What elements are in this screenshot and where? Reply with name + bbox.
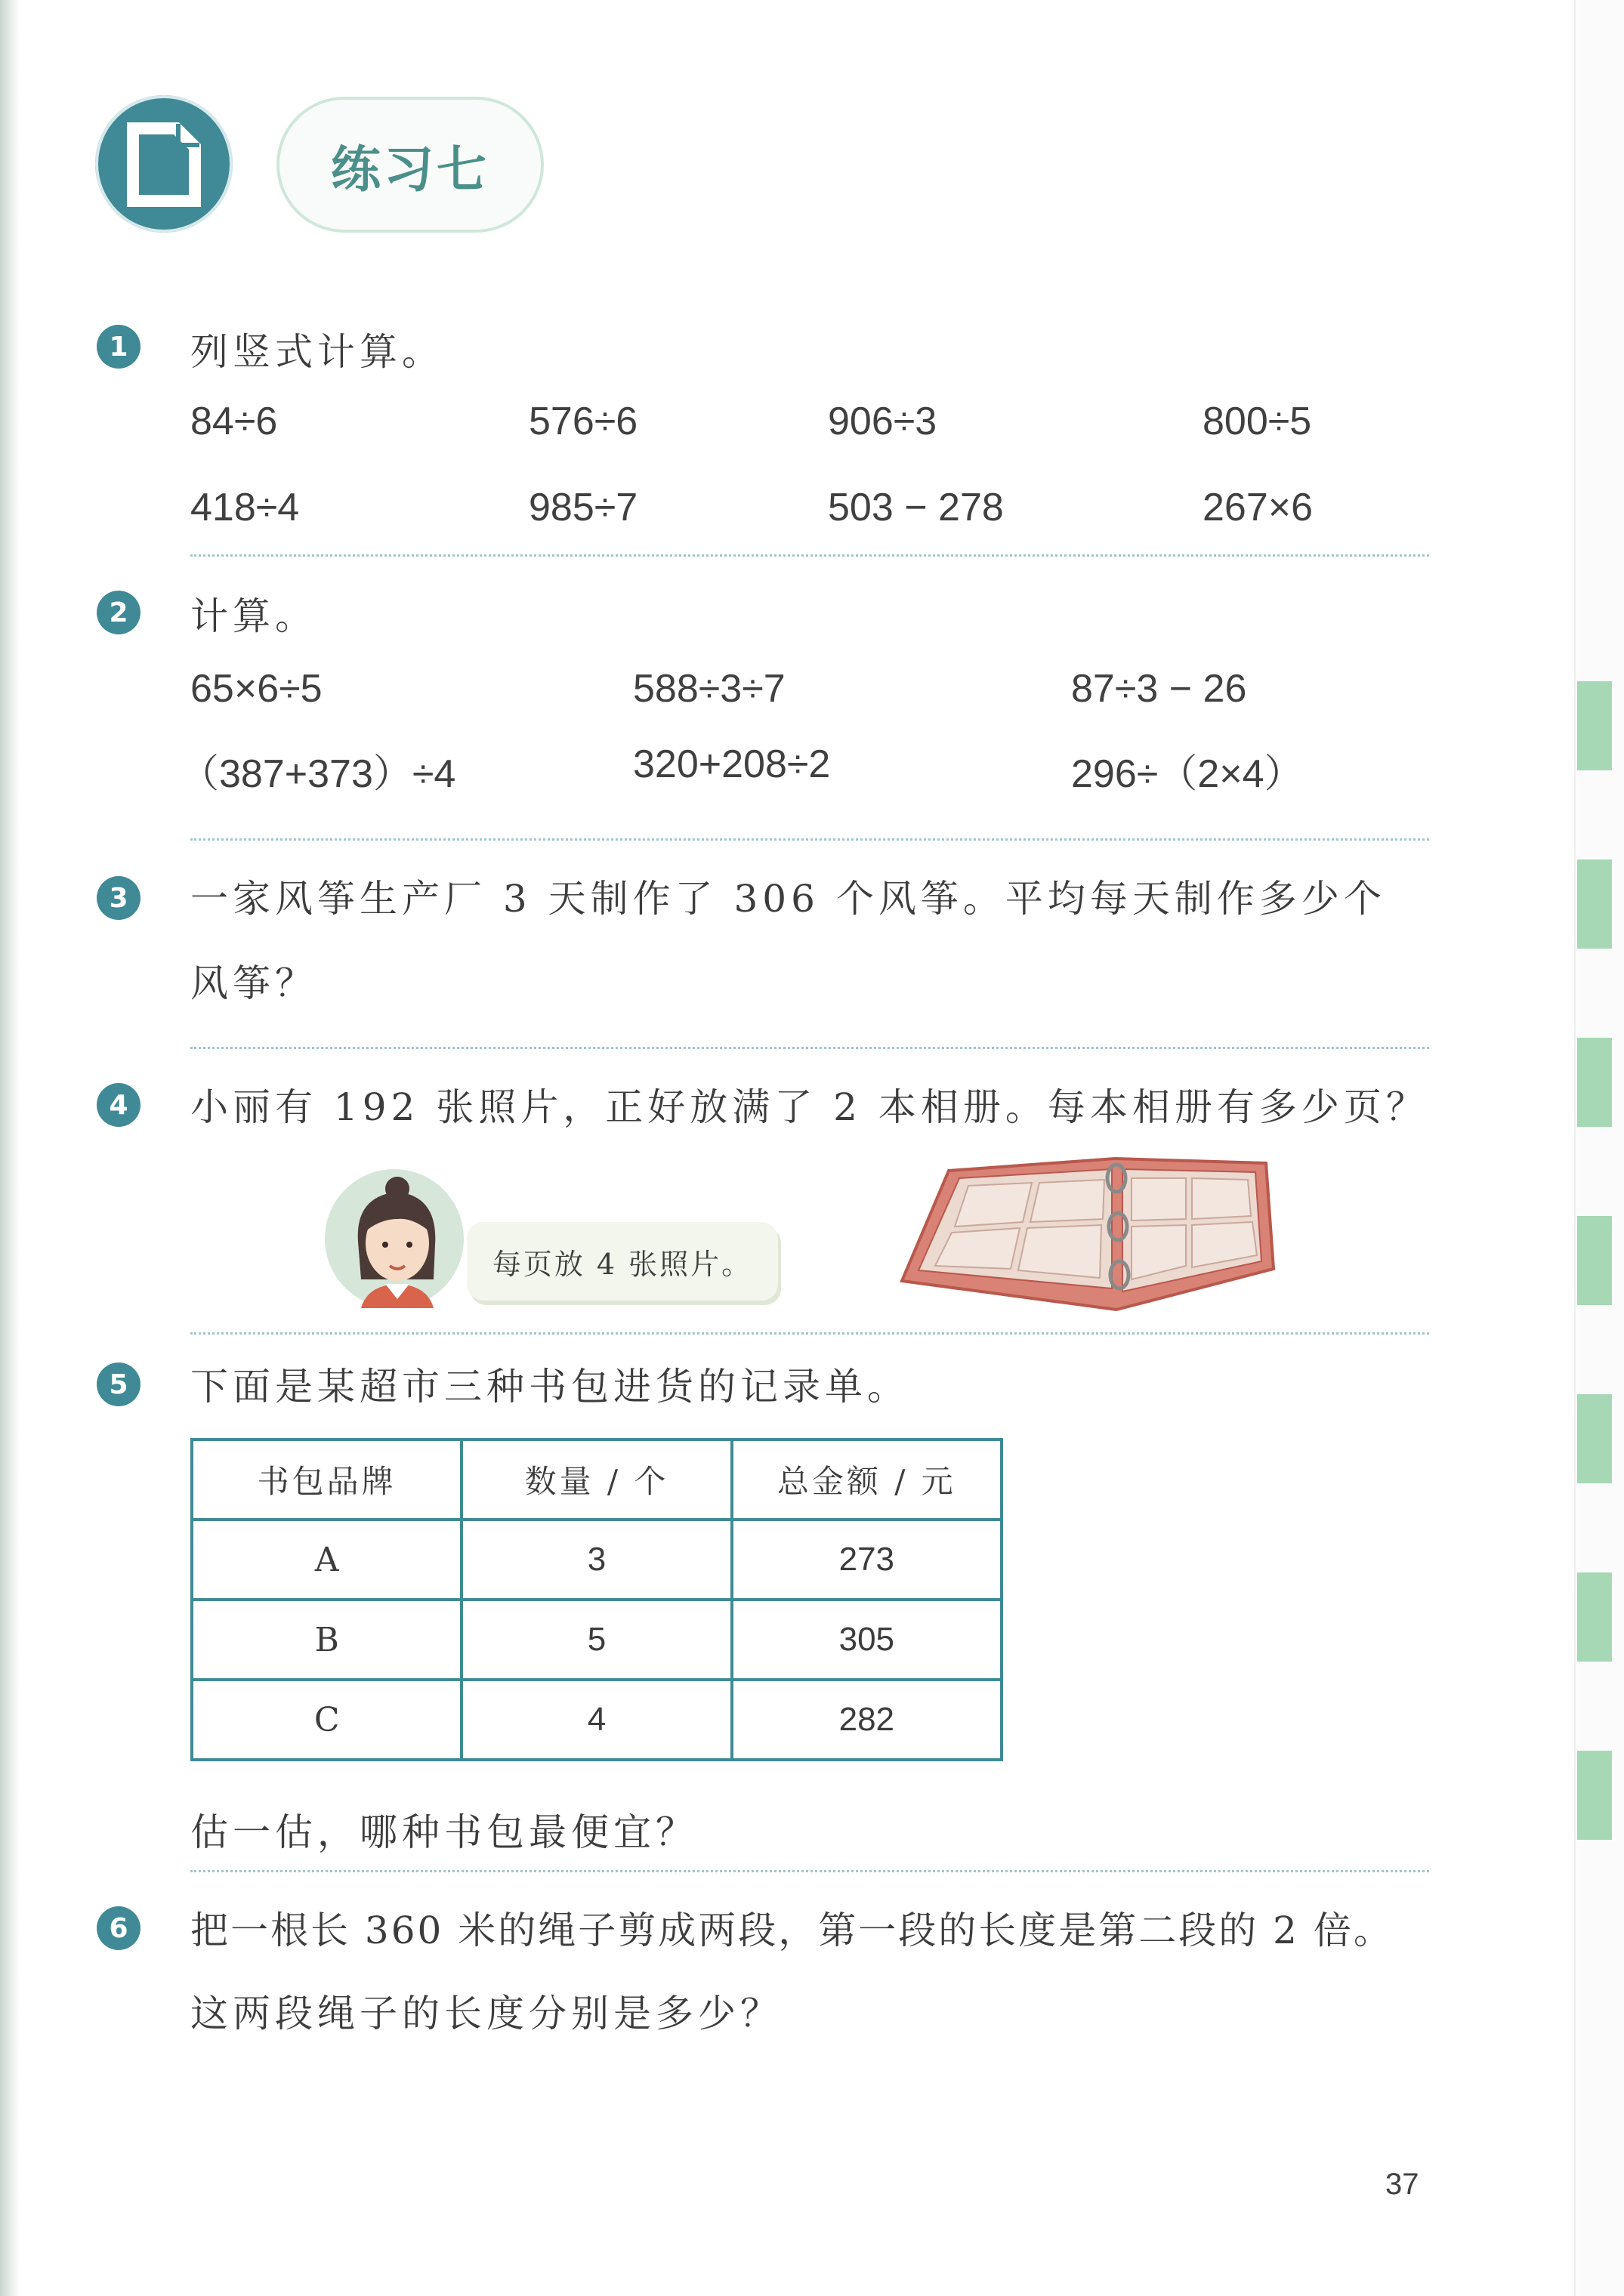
question-number-5: 5 [97,1362,140,1406]
question-number-3: 3 [97,876,140,920]
q1-expression: 84÷6 [190,400,278,443]
table-header-cell: 数量 / 个 [462,1440,731,1520]
document-icon [95,95,233,233]
edge-tab [1577,1751,1612,1840]
q1-expression: 800÷5 [1203,400,1312,443]
purchase-record-table [190,1438,1003,1761]
edge-tab [1577,681,1612,770]
question-3-line-2: 风筝？ [190,961,317,1005]
page-edge-tabs [1574,0,1624,2296]
q2-expression: 87÷3 − 26 [1071,667,1247,711]
question-3-line-1: 一家风筝生产厂 3 天制作了 306 个风筝。平均每天制作多少个 [190,877,1386,921]
question-number-2: 2 [97,591,140,634]
q2-expression: 320+208÷2 [633,742,831,786]
q1-expression: 985÷7 [529,486,638,529]
section-divider [190,838,1429,841]
q2-expression: 65×6÷5 [190,667,323,711]
section-divider [190,1047,1429,1049]
page-gutter-shadow [0,0,20,2296]
table-cell: 5 [462,1600,731,1680]
table-cell: 305 [732,1600,1002,1680]
question-number-1: 1 [97,325,140,369]
question-number-6: 6 [97,1906,140,1950]
girl-avatar-illustration [322,1166,473,1310]
q1-expression: 906÷3 [828,400,937,443]
table-row [192,1680,1002,1760]
q1-expression: 576÷6 [529,400,638,443]
table-cell: B [192,1600,462,1680]
edge-tab [1577,1038,1612,1127]
table-row [192,1520,1002,1600]
q1-expression: 267×6 [1203,486,1314,529]
table-cell: 3 [462,1520,731,1600]
question-5-followup: 估一估，哪种书包最便宜？ [190,1810,698,1854]
q1-expression: 503 − 278 [828,486,1004,529]
section-divider [190,1870,1429,1872]
page-number: 37 [1385,2168,1419,2201]
edge-tab [1577,1572,1612,1662]
question-6-line-1: 把一根长 360 米的绳子剪成两段，第一段的长度是第二段的 2 倍。 [190,1909,1394,1952]
q2-expression: 296÷（2×4） [1071,752,1304,796]
speech-bubble: 每页放 4 张照片。 [467,1222,778,1301]
table-header-row [192,1440,1002,1520]
table-cell: A [192,1520,462,1600]
question-number-4: 4 [97,1083,140,1127]
edge-tab [1577,1216,1612,1305]
table-header-cell: 书包品牌 [192,1440,462,1520]
edge-tab [1577,859,1612,949]
question-5-text: 下面是某超市三种书包进货的记录单。 [190,1365,909,1409]
section-divider [190,554,1429,557]
q2-expression: 588÷3÷7 [633,667,786,711]
question-2-text: 计算。 [190,594,317,638]
table-header-cell: 总金额 / 元 [732,1440,1002,1520]
page-title: 练习七 [331,139,489,199]
question-6-line-2: 这两段绳子的长度分别是多少？ [190,1992,783,2035]
exercise-title-badge [276,97,544,233]
table-row [192,1600,1002,1680]
question-1-text: 列竖式计算。 [190,330,444,374]
section-divider [190,1332,1429,1335]
table-cell: C [192,1680,462,1760]
q1-expression: 418÷4 [190,486,300,529]
edge-tab [1577,1394,1612,1483]
question-4-text: 小丽有 192 张照片，正好放满了 2 本相册。每本相册有多少页？ [190,1085,1428,1129]
table-cell: 273 [732,1520,1002,1600]
table-cell: 282 [732,1680,1002,1760]
photo-album-illustration [896,1148,1289,1322]
table-cell: 4 [462,1680,731,1760]
q2-expression: （387+373）÷4 [180,752,456,796]
